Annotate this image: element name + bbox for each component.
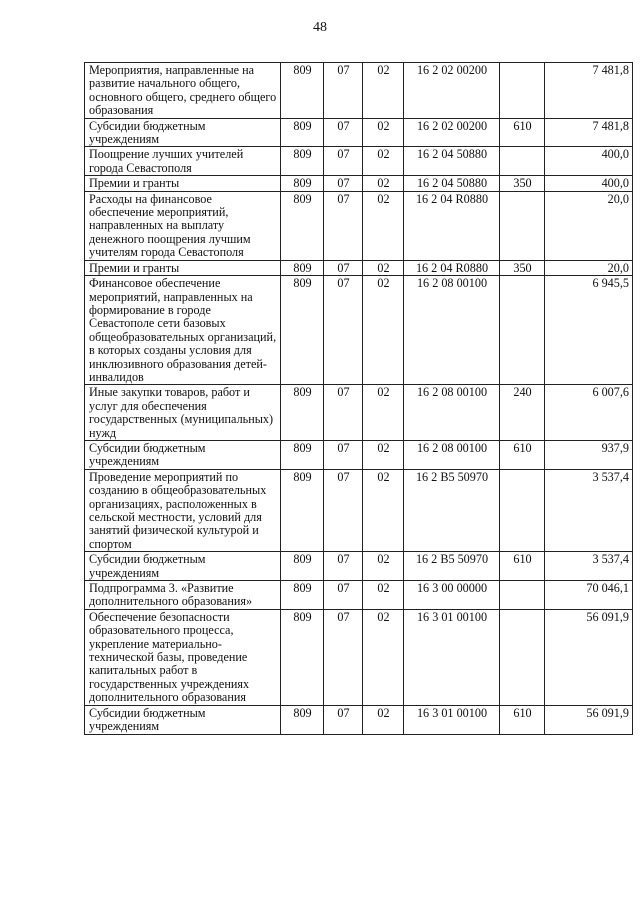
ministry-code-cell (281, 581, 324, 610)
ministry-code-cell (281, 385, 324, 441)
expense-type-cell (500, 118, 545, 147)
target-article-cell-text: 16 2 02 00200 (416, 63, 488, 77)
amount-cell (545, 469, 633, 551)
amount-cell-text: 6 945,5 (592, 276, 629, 291)
target-article-cell (404, 552, 500, 581)
expense-name-cell-text: Иные закупки товаров, работ и услуг для обеспечения государственных (муниципальных) нужд (89, 385, 274, 440)
ministry-code-cell-text: 809 (293, 552, 312, 567)
section-code-cell-text: 07 (337, 705, 350, 720)
amount-cell-text: 56 091,9 (586, 609, 629, 624)
expense-type-cell-text: 610 (513, 552, 532, 567)
target-article-cell-text: 16 2 B5 50970 (415, 552, 489, 567)
expense-name-cell (85, 63, 281, 119)
amount-cell (545, 705, 633, 734)
target-article-cell-text: 16 2 04 R0880 (415, 191, 489, 206)
table-row (85, 63, 633, 119)
amount-cell (545, 260, 633, 275)
expense-name-cell (85, 609, 281, 705)
amount-cell-text: 70 046,1 (586, 581, 629, 596)
ministry-code-cell-text: 809 (293, 276, 312, 291)
section-code-cell (324, 581, 363, 610)
table-body (85, 63, 633, 735)
ministry-code-cell (281, 609, 324, 705)
subsection-code-cell-text: 02 (377, 276, 390, 291)
section-code-cell-text: 07 (337, 147, 350, 162)
subsection-code-cell-text: 02 (377, 63, 390, 77)
amount-cell-text: 937,9 (601, 440, 629, 455)
subsection-code-cell (363, 260, 404, 275)
section-code-cell-text: 07 (337, 260, 350, 275)
amount-cell-text: 6 007,6 (592, 385, 629, 400)
ministry-code-cell-text: 809 (293, 705, 312, 720)
ministry-code-cell (281, 705, 324, 734)
section-code-cell (324, 276, 363, 385)
subsection-code-cell (363, 63, 404, 119)
subsection-code-cell (363, 191, 404, 260)
subsection-code-cell (363, 147, 404, 176)
section-code-cell-text: 07 (337, 118, 350, 133)
subsection-code-cell-text: 02 (377, 191, 390, 206)
target-article-cell-text: 16 2 02 00200 (416, 118, 488, 133)
expense-name-cell-text: Финансовое обеспечение мероприятий, направленных на формирование в городе Севастополе сети базовых общеобразовательных организаций, в которых созданы условия для инклюзивного образования детей-инвалидов (89, 276, 277, 384)
budget-table (84, 62, 633, 735)
table-row (85, 552, 633, 581)
amount-cell (545, 176, 633, 191)
section-code-cell-text: 07 (337, 552, 350, 567)
subsection-code-cell-text: 02 (377, 147, 390, 162)
ministry-code-cell (281, 191, 324, 260)
section-code-cell-text: 07 (337, 176, 350, 191)
amount-cell (545, 276, 633, 385)
target-article-cell (404, 469, 500, 551)
table-row (85, 147, 633, 176)
expense-type-cell (500, 385, 545, 441)
amount-cell (545, 147, 633, 176)
expense-name-cell (85, 176, 281, 191)
amount-cell-text: 20,0 (607, 260, 629, 275)
section-code-cell (324, 552, 363, 581)
page-number: 48 (313, 20, 327, 35)
table-row (85, 609, 633, 705)
subsection-code-cell-text: 02 (377, 385, 390, 400)
target-article-cell-text: 16 2 04 50880 (416, 147, 488, 162)
amount-cell (545, 118, 633, 147)
expense-type-cell (500, 440, 545, 469)
expense-name-cell (85, 118, 281, 147)
table-row (85, 469, 633, 551)
table-row (85, 176, 633, 191)
target-article-cell (404, 609, 500, 705)
target-article-cell (404, 705, 500, 734)
target-article-cell-text: 16 2 04 50880 (416, 176, 488, 191)
ministry-code-cell-text: 809 (293, 440, 312, 455)
expense-type-cell-text: 350 (513, 176, 532, 191)
subsection-code-cell (363, 440, 404, 469)
expense-type-cell-text: 240 (513, 385, 532, 400)
expense-type-cell (500, 276, 545, 385)
ministry-code-cell (281, 260, 324, 275)
expense-type-cell-text: 610 (513, 118, 532, 133)
table-row (85, 440, 633, 469)
expense-name-cell-text: Субсидии бюджетным учреждениям (89, 118, 206, 147)
expense-name-cell (85, 385, 281, 441)
expense-name-cell-text: Обеспечение безопасности образовательного процесса, укрепление материально-технической базы, проведение капитальных работ в государственных учреждениях дополнительного образования (89, 609, 250, 705)
ministry-code-cell (281, 469, 324, 551)
subsection-code-cell (363, 176, 404, 191)
expense-type-cell (500, 176, 545, 191)
ministry-code-cell-text: 809 (293, 260, 312, 275)
expense-name-cell (85, 469, 281, 551)
section-code-cell (324, 147, 363, 176)
target-article-cell (404, 191, 500, 260)
ministry-code-cell (281, 552, 324, 581)
section-code-cell (324, 176, 363, 191)
section-code-cell (324, 260, 363, 275)
expense-type-cell (500, 581, 545, 610)
subsection-code-cell-text: 02 (377, 469, 390, 484)
target-article-cell (404, 260, 500, 275)
table-row (85, 276, 633, 385)
expense-name-cell-text: Проведение мероприятий по созданию в общеобразовательных организациях, расположенных в сельской местности, условий для занятий физической культурой и спортом (89, 469, 267, 551)
subsection-code-cell-text: 02 (377, 260, 390, 275)
subsection-code-cell-text: 02 (377, 552, 390, 567)
table-row (85, 118, 633, 147)
ministry-code-cell-text: 809 (293, 176, 312, 191)
section-code-cell-text: 07 (337, 385, 350, 400)
ministry-code-cell (281, 276, 324, 385)
subsection-code-cell-text: 02 (377, 705, 390, 720)
section-code-cell-text: 07 (337, 276, 350, 291)
ministry-code-cell (281, 440, 324, 469)
expense-type-cell (500, 63, 545, 119)
subsection-code-cell (363, 276, 404, 385)
section-code-cell (324, 469, 363, 551)
amount-cell-text: 400,0 (601, 176, 629, 191)
expense-type-cell-text: 610 (513, 705, 532, 720)
expense-name-cell (85, 147, 281, 176)
target-article-cell-text: 16 3 01 00100 (416, 609, 488, 624)
amount-cell (545, 552, 633, 581)
table-row (85, 191, 633, 260)
subsection-code-cell (363, 552, 404, 581)
subsection-code-cell-text: 02 (377, 581, 390, 596)
target-article-cell (404, 276, 500, 385)
amount-cell-text: 3 537,4 (592, 469, 629, 484)
table-row (85, 705, 633, 734)
section-code-cell (324, 118, 363, 147)
target-article-cell-text: 16 2 B5 50970 (415, 469, 489, 484)
expense-name-cell-text: Премии и гранты (89, 176, 180, 191)
target-article-cell-text: 16 2 04 R0880 (415, 260, 489, 275)
ministry-code-cell (281, 63, 324, 119)
amount-cell (545, 440, 633, 469)
expense-type-cell (500, 147, 545, 176)
section-code-cell-text: 07 (337, 469, 350, 484)
expense-type-cell-text: 610 (513, 440, 532, 455)
section-code-cell (324, 385, 363, 441)
target-article-cell-text: 16 3 00 00000 (416, 581, 488, 596)
ministry-code-cell (281, 176, 324, 191)
target-article-cell-text: 16 3 01 00100 (416, 705, 488, 720)
amount-cell-text: 20,0 (607, 191, 629, 206)
ministry-code-cell-text: 809 (293, 385, 312, 400)
amount-cell-text: 56 091,9 (586, 705, 629, 720)
expense-type-cell (500, 609, 545, 705)
ministry-code-cell-text: 809 (293, 581, 312, 596)
section-code-cell (324, 609, 363, 705)
ministry-code-cell-text: 809 (293, 609, 312, 624)
expense-name-cell-text: Расходы на финансовое обеспечение мероприятий, направленных на выплату денежного поощрения лучшим учителям города Севастополя (89, 191, 251, 260)
target-article-cell (404, 440, 500, 469)
subsection-code-cell (363, 469, 404, 551)
ministry-code-cell-text: 809 (293, 191, 312, 206)
amount-cell (545, 385, 633, 441)
target-article-cell-text: 16 2 08 00100 (416, 276, 488, 291)
amount-cell-text: 7 481,8 (592, 63, 629, 77)
amount-cell (545, 609, 633, 705)
subsection-code-cell-text: 02 (377, 440, 390, 455)
expense-name-cell (85, 581, 281, 610)
expense-name-cell-text: Мероприятия, направленные на развитие начального общего, основного общего, среднего общего образования (89, 63, 277, 118)
ministry-code-cell-text: 809 (293, 469, 312, 484)
expense-type-cell (500, 552, 545, 581)
target-article-cell (404, 581, 500, 610)
table-row (85, 581, 633, 610)
expense-name-cell-text: Подпрограмма 3. «Развитие дополнительного образования» (89, 581, 253, 609)
expense-name-cell-text: Премии и гранты (89, 260, 180, 275)
expense-name-cell-text: Субсидии бюджетным учреждениям (89, 440, 206, 469)
subsection-code-cell-text: 02 (377, 118, 390, 133)
target-article-cell (404, 63, 500, 119)
amount-cell (545, 63, 633, 119)
ministry-code-cell (281, 147, 324, 176)
expense-name-cell (85, 260, 281, 275)
expense-type-cell (500, 469, 545, 551)
section-code-cell (324, 191, 363, 260)
subsection-code-cell (363, 118, 404, 147)
section-code-cell-text: 07 (337, 440, 350, 455)
expense-type-cell-text: 350 (513, 260, 532, 275)
table-row (85, 385, 633, 441)
table-row (85, 260, 633, 275)
subsection-code-cell (363, 609, 404, 705)
target-article-cell (404, 147, 500, 176)
expense-name-cell (85, 191, 281, 260)
ministry-code-cell-text: 809 (293, 63, 312, 77)
expense-name-cell (85, 276, 281, 385)
expense-type-cell (500, 705, 545, 734)
subsection-code-cell-text: 02 (377, 176, 390, 191)
expense-type-cell (500, 260, 545, 275)
section-code-cell (324, 440, 363, 469)
expense-name-cell-text: Субсидии бюджетным учреждениям (89, 552, 206, 580)
expense-name-cell (85, 552, 281, 581)
section-code-cell (324, 63, 363, 119)
target-article-cell (404, 118, 500, 147)
expense-name-cell-text: Поощрение лучших учителей города Севастополя (89, 147, 244, 175)
target-article-cell (404, 176, 500, 191)
subsection-code-cell (363, 581, 404, 610)
section-code-cell-text: 07 (337, 581, 350, 596)
amount-cell-text: 3 537,4 (592, 552, 629, 567)
expense-name-cell (85, 705, 281, 734)
expense-type-cell (500, 191, 545, 260)
expense-name-cell (85, 440, 281, 469)
section-code-cell-text: 07 (337, 63, 350, 77)
amount-cell (545, 581, 633, 610)
ministry-code-cell-text: 809 (293, 118, 312, 133)
target-article-cell-text: 16 2 08 00100 (416, 385, 488, 400)
ministry-code-cell (281, 118, 324, 147)
section-code-cell-text: 07 (337, 609, 350, 624)
amount-cell-text: 7 481,8 (592, 118, 629, 133)
subsection-code-cell (363, 705, 404, 734)
expense-name-cell-text: Субсидии бюджетным учреждениям (89, 705, 206, 734)
subsection-code-cell (363, 385, 404, 441)
target-article-cell (404, 385, 500, 441)
section-code-cell (324, 705, 363, 734)
subsection-code-cell-text: 02 (377, 609, 390, 624)
amount-cell-text: 400,0 (601, 147, 629, 162)
section-code-cell-text: 07 (337, 191, 350, 206)
amount-cell (545, 191, 633, 260)
ministry-code-cell-text: 809 (293, 147, 312, 162)
target-article-cell-text: 16 2 08 00100 (416, 440, 488, 455)
